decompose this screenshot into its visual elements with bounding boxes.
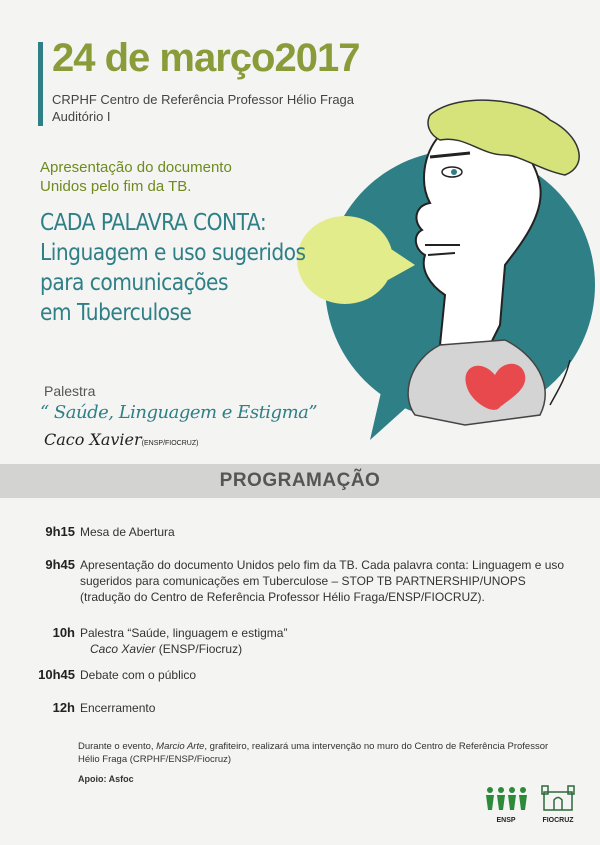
- document-title: [40, 208, 306, 328]
- schedule-text: Debate com o público: [80, 668, 197, 682]
- schedule-time: 9h45: [45, 557, 75, 572]
- schedule-time: 10h: [52, 625, 75, 640]
- program-heading: PROGRAMAÇÃO: [219, 470, 381, 491]
- note-artist: Marcio Arte: [156, 741, 205, 752]
- accent-bar: [38, 42, 43, 126]
- support-text: Apoio: Asfoc: [78, 774, 134, 784]
- intro-line-1: Apresentação do documento: [40, 159, 232, 176]
- speaker-affiliation: (ENSP/FIOCRUZ): [141, 440, 199, 447]
- fiocruz-label: FIOCRUZ: [542, 817, 574, 824]
- venue-name: CRPHF Centro de Referência Professor Hélio Fraga: [52, 92, 355, 107]
- title-line-4: em Tuberculose: [40, 300, 192, 326]
- schedule-text: Apresentação do documento Unidos pelo fim da TB. Cada palavra conta: Linguagem e uso sugeridos para comunicações em Tuberculose – STOP TB PARTNERSHIP/UNOPS (tradução do Centro de Referência Professor Hélio Fraga/ENSP/FIOCRUZ).: [80, 558, 565, 604]
- illustration-head-heart: [290, 95, 600, 455]
- ensp-label: ENSP: [496, 817, 516, 824]
- schedule-time: 9h15: [45, 524, 75, 539]
- schedule-speaker: Caco Xavier: [90, 642, 156, 656]
- ensp-figures-icon: [484, 786, 528, 812]
- fiocruz-logo: [538, 782, 578, 824]
- talk-label: Palestra: [44, 383, 96, 399]
- talk-title: “ Saúde, Linguagem e Estigma”: [40, 402, 318, 423]
- intro-line-2: Unidos pelo fim da TB.: [40, 178, 192, 195]
- yellow-speech-bubble: [297, 216, 393, 304]
- schedule-speaker-affiliation: (ENSP/Fiocruz): [155, 642, 243, 656]
- schedule-talk-title: Palestra “Saúde, linguagem e estigma”: [80, 626, 288, 640]
- schedule-text: [80, 625, 570, 657]
- schedule-text: Encerramento: [80, 701, 156, 715]
- speaker-name: Caco Xavier: [44, 430, 142, 449]
- footer-note: [78, 740, 568, 766]
- venue-room: Auditório I: [52, 109, 111, 124]
- ensp-logo: [484, 786, 528, 824]
- schedule-text: Mesa de Abertura: [80, 525, 175, 539]
- title-line-2: Linguagem e uso sugeridos: [40, 240, 306, 266]
- note-pre: Durante o evento,: [78, 741, 157, 752]
- note-post: , grafiteiro, realizará uma intervenção no muro do Centro de Referência Professor Hélio Fraga (CRPHF/ENSP/Fiocruz): [78, 741, 549, 765]
- title-line-3: para comunicações: [40, 270, 228, 296]
- title-line-1: CADA PALAVRA CONTA:: [40, 210, 267, 236]
- event-date: 24 de março2017: [52, 36, 360, 80]
- talk-speaker: [44, 430, 198, 449]
- schedule-time: 12h: [52, 700, 75, 715]
- schedule-time: 10h45: [38, 667, 75, 682]
- fiocruz-castle-icon: [538, 782, 578, 812]
- presentation-intro: [40, 158, 232, 196]
